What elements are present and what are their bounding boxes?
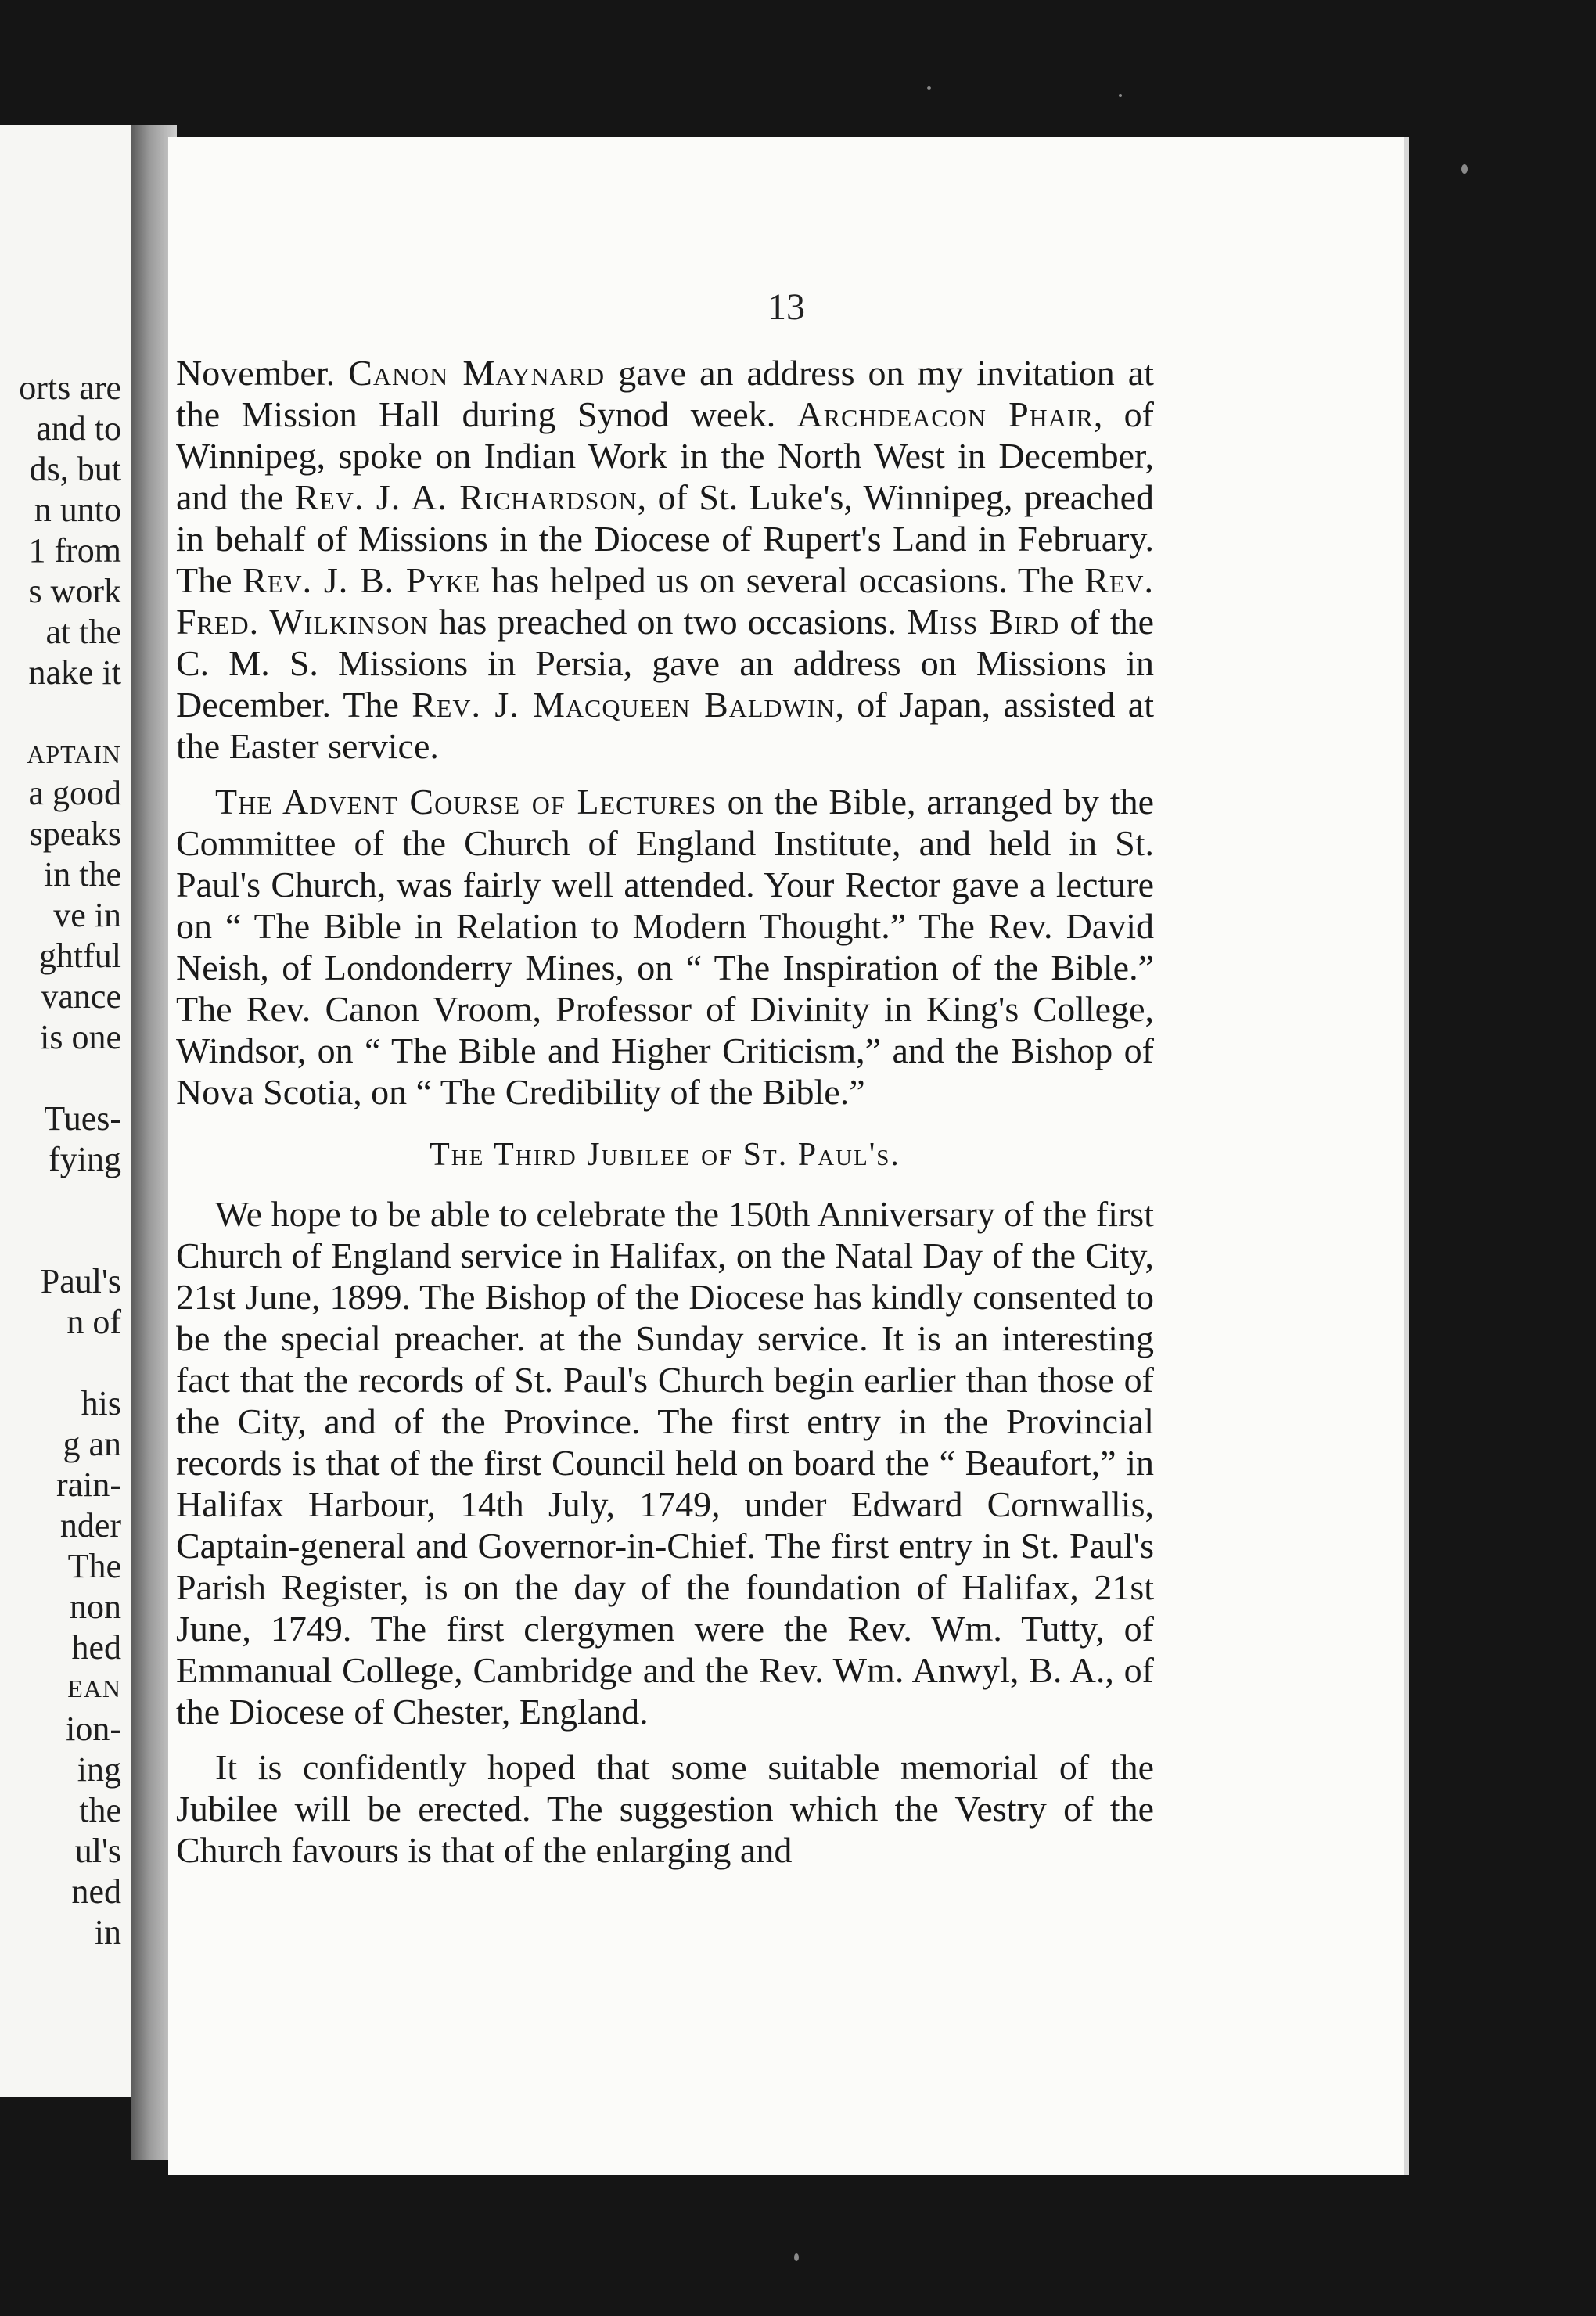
left-page-fragment: n unto	[34, 491, 121, 529]
left-page-fragment: nake it	[28, 653, 121, 692]
text-run: has preached on two occasions.	[428, 602, 908, 642]
left-page-fragment: hed	[71, 1628, 121, 1667]
small-caps-name: The Advent Course of Lectures	[215, 782, 717, 822]
main-page	[168, 137, 1404, 2175]
left-page-fragment: ion-	[66, 1710, 121, 1748]
left-page-fragment: ghtful	[38, 937, 121, 975]
left-page-fragment: non	[70, 1588, 121, 1626]
section-heading: The Third Jubilee of St. Paul's.	[430, 1137, 900, 1173]
left-page-fragment: g an	[63, 1425, 121, 1463]
left-page-fragment: in	[94, 1913, 121, 1951]
left-page-fragment: n of	[66, 1303, 121, 1341]
small-caps-name: Rev. J. A. Richardson	[294, 477, 638, 517]
left-page-fragment: fying	[49, 1140, 121, 1178]
left-page-fragment: ve in	[53, 896, 121, 934]
left-page-fragment: at the	[45, 613, 121, 651]
left-page-fragment: The	[67, 1547, 121, 1585]
left-page-fragment: s work	[28, 572, 121, 610]
text-run: gave an address on my invitation at the Mission Hall during Synod week.	[176, 353, 1154, 434]
small-caps-name: Miss Bird	[907, 602, 1060, 642]
text-run: of the C. M. S. Missions in Persia, gave an address on Missions in December. The	[176, 602, 1155, 725]
left-page-fragment: ing	[77, 1750, 121, 1789]
left-page-fragment: is one	[40, 1018, 121, 1056]
left-page-fragment: ds, but	[29, 450, 121, 488]
left-page-fragment: speaks	[29, 815, 121, 853]
text-run: November.	[176, 353, 349, 393]
small-caps-name: Rev. J. B. Pyke	[243, 560, 481, 600]
text-run: , of Japan, assisted at the Easter service.	[176, 685, 1154, 766]
left-page-fragment: in the	[44, 855, 121, 894]
left-page-fragment: EAN	[67, 1674, 121, 1703]
text-run: , of St. Luke's, Winnipeg, preached in behalf of Missions in the Diocese of Rupert's Land in February. The	[176, 477, 1154, 600]
left-page-fragment: his	[81, 1384, 121, 1422]
left-page-fragment: ul's	[74, 1832, 121, 1870]
left-page-fragment: APTAIN	[27, 740, 121, 768]
left-page-fragment: the	[79, 1791, 121, 1829]
left-page-fragment: a good	[28, 774, 121, 812]
left-page-fragment: nder	[59, 1506, 121, 1545]
left-page-fragment: orts are	[19, 369, 121, 407]
left-page-fragment: Tues-	[44, 1099, 121, 1138]
left-page-fragment: 1 from	[28, 531, 121, 570]
left-page-fragment: Paul's	[40, 1262, 121, 1300]
left-page-fragment: ned	[71, 1872, 121, 1911]
left-page-fragment: rain-	[56, 1465, 121, 1504]
text-run: , of Winnipeg, spoke on Indian Work in the North West in December, and the	[176, 394, 1154, 517]
page-number: 13	[767, 286, 805, 328]
paragraph-memorial: It is confidently hoped that some suitable memorial of the Jubilee will be erected. The suggestion which the Vestry of the Church favours is that of the enlarging and	[176, 1747, 1154, 1870]
paragraph-jubilee: We hope to be able to celebrate the 150th Anniversary of the first Church of England service in Halifax, on the Natal Day of the City, 21st June, 1899. The Bishop of the Diocese has kindly consented to be the special preacher. at the Sunday service. It is an interesting fact that the records of St. Paul's Church begin earlier than those of the City, and of the Province. The first entry in the Provincial records is that of the first Council held on board the “ Beaufort,” in Halifax Harbour, 14th July, 1749, under Edward Cornwallis, Captain-general and Governor-in-Chief. The first entry in St. Paul's Parish Register, is on the day of the foundation of Halifax, 21st June, 1749. The first clergymen were the Rev. Wm. Tutty, of Emmanual College, Cambridge and the Rev. Wm. Anwyl, B. A., of the Diocese of Chester, England.	[176, 1194, 1154, 1732]
text-run: on the Bible, arranged by the Committee of the Church of England Institute, and held in St. Paul's Church, was fairly well attended. Your Rector gave a lecture on “ The Bible in Relation to Modern Thought.” The Rev. David Neish, of Londonderry Mines, on “ The Inspiration of the Bible.” The Rev. Canon Vroom, Professor of Divinity in King's College, Windsor, on “ The Bible and Higher Criticism,” and the Bishop of Nova Scotia, on “ The Credibility of the Bible.”	[176, 782, 1155, 1112]
text-run: has helped us on several occasions. The	[480, 560, 1085, 600]
left-page-fragment: vance	[41, 977, 121, 1016]
left-page-fragment: and to	[36, 409, 121, 448]
page-body	[176, 352, 1154, 1885]
small-caps-name: Rev. Fred. Wilkinson	[176, 560, 1154, 642]
small-caps-name: Archdeacon Phair	[796, 394, 1094, 434]
paragraph-guest-speakers	[176, 352, 1154, 767]
paragraph-advent-lectures	[176, 781, 1154, 1113]
small-caps-name: Canon Maynard	[348, 353, 606, 393]
small-caps-name: Rev. J. Macqueen Baldwin	[412, 685, 836, 725]
